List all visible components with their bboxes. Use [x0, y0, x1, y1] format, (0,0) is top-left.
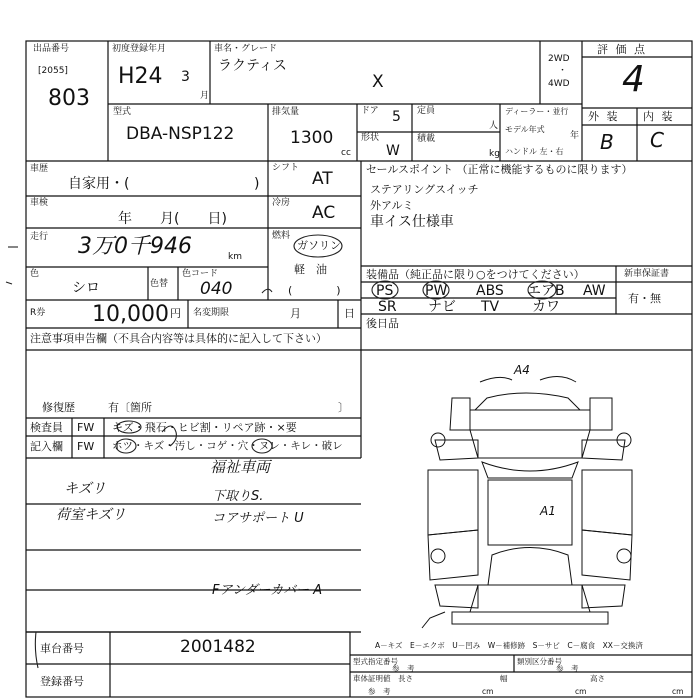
- repair-history-close: 〕: [338, 401, 349, 414]
- mileage-label: 走行: [30, 232, 49, 242]
- month-unit: 月: [200, 91, 210, 101]
- size-ref: 参 考: [368, 687, 391, 696]
- size-label: 車体証明値: [353, 674, 391, 683]
- score-label: 評 価 点: [597, 43, 647, 56]
- car-name-label: 車名・グレード: [214, 44, 278, 54]
- fw-label-1: FW: [77, 421, 95, 434]
- name-change-day: 日: [344, 307, 355, 320]
- handwritten-note-6: Fアンダーカバー A: [212, 583, 323, 598]
- dealer-label: ディーラー・並行: [505, 107, 569, 116]
- entry-label: 記入欄: [30, 440, 63, 453]
- equip-aw: AW: [583, 283, 606, 299]
- mileage-unit: km: [228, 252, 242, 262]
- drive-separator: ・: [558, 66, 568, 76]
- fuel-gasoline: ガソリン: [297, 239, 341, 252]
- sales-points-title: セールスポイント （正常に機能するものに限ります）: [366, 163, 633, 176]
- shift-value: AT: [312, 169, 333, 189]
- equip-airbag: エアB: [527, 283, 565, 299]
- equip-abs: ABS: [476, 283, 504, 299]
- car-damage-diagram: [422, 376, 632, 628]
- plate-label: 登録番号: [40, 675, 84, 688]
- fw-label-2: FW: [77, 440, 95, 453]
- name-change-label: 名変期限: [193, 308, 230, 318]
- registration-year: H24: [118, 64, 163, 89]
- size-height: 高さ: [590, 674, 605, 683]
- shift-label: シフト: [272, 163, 300, 173]
- model-year-label: モデル年式: [505, 125, 545, 134]
- handwritten-note-1: キズリ: [64, 481, 106, 497]
- car-grade: X: [372, 72, 384, 92]
- displacement-unit: cc: [341, 148, 351, 158]
- shaken-label: 車検: [30, 198, 49, 208]
- first-registration-label: 初度登録年月: [112, 44, 167, 54]
- usage-history-value: 自家用・(: [68, 176, 130, 192]
- capacity-unit: 人: [489, 121, 499, 131]
- size-length-unit: cm: [482, 687, 494, 696]
- capacity-label: 定員: [417, 106, 436, 116]
- name-change-month: 月: [290, 307, 301, 320]
- drive-4wd: 4WD: [548, 79, 570, 89]
- fuel-label: 燃料: [272, 231, 291, 241]
- handwritten-note-3: 福祉車両: [210, 458, 271, 476]
- model-cert-label: 型式指定番号: [353, 657, 398, 666]
- repair-history-value: 有〔箇所: [108, 401, 152, 414]
- model-year-unit: 年: [570, 131, 580, 141]
- usage-history-close: ): [254, 176, 260, 192]
- drive-2wd: 2WD: [548, 54, 570, 64]
- size-length: 長さ: [398, 674, 413, 683]
- doors-label: ドア: [361, 106, 379, 116]
- interior-label: 内 装: [643, 110, 675, 123]
- fuel-diesel: 軽 油: [294, 263, 327, 276]
- recycle-label: R券: [30, 308, 46, 318]
- handwritten-note-4: 下取りS.: [212, 489, 264, 504]
- lot-number: 803: [48, 86, 90, 111]
- equip-navi: ナビ: [428, 299, 456, 315]
- color-value: シロ: [72, 280, 100, 296]
- lot-sub-number: [2055]: [38, 66, 68, 76]
- category-label: 類別区分番号: [517, 657, 562, 666]
- handwritten-note-2: 荷室キズリ: [56, 507, 126, 523]
- overall-score: 4: [622, 59, 645, 100]
- check-items-1: キズ・飛石・ヒビ割・リペア跡・×要: [112, 421, 297, 434]
- warranty-label: 新車保証書: [624, 269, 670, 279]
- handle-label: ハンドル 左・右: [505, 147, 564, 156]
- sales-point-2: 外アルミ: [370, 199, 414, 212]
- size-width: 幅: [500, 674, 508, 683]
- load-label: 積載: [417, 134, 436, 144]
- recycle-unit: 円: [170, 307, 181, 320]
- car-name: ラクティス: [218, 58, 287, 74]
- size-width-unit: cm: [575, 687, 587, 696]
- exterior-grade: B: [600, 130, 614, 154]
- equip-ps: PS: [376, 283, 394, 299]
- ac-label: 冷房: [272, 198, 291, 208]
- displacement-label: 排気量: [272, 107, 300, 117]
- registration-month: 3: [181, 69, 190, 85]
- recycle-fee: 10,000: [92, 302, 169, 327]
- category-ref: 参 考: [556, 664, 579, 673]
- diagram-mark-a1: A1: [540, 504, 556, 518]
- sales-point-1: ステアリングスイッチ: [370, 183, 479, 196]
- model-label: 型式: [113, 107, 132, 117]
- equip-pw: PW: [425, 283, 448, 299]
- displacement-value: 1300: [290, 128, 334, 148]
- rear-items-label: 後日品: [366, 317, 399, 330]
- equip-leather: カワ: [532, 299, 560, 315]
- doors-value: 5: [392, 109, 401, 125]
- load-unit: kg: [489, 149, 500, 159]
- color-code-value: 040: [200, 279, 233, 299]
- equip-tv: TV: [481, 299, 500, 315]
- repair-history-label: 修復歴: [42, 401, 75, 414]
- recolor-label: 色替: [150, 279, 169, 289]
- chassis-number: 2001482: [180, 637, 256, 657]
- equipment-title: 装備品（純正品に限り○をつけてください）: [366, 268, 585, 281]
- mileage-value: 3万0千946: [78, 234, 192, 259]
- size-height-unit: cm: [672, 687, 684, 696]
- caution-label: 注意事項申告欄（不具合内容等は具体的に記入して下さい）: [30, 332, 327, 345]
- warranty-value: 有・無: [628, 292, 661, 305]
- color-label: 色: [30, 269, 40, 279]
- ac-value: AC: [312, 203, 336, 223]
- body-shape-value: W: [386, 143, 400, 159]
- check-items-2: ホツ・キズ・汚し・コゲ・穴・ヌレ・キレ・破レ: [112, 440, 343, 452]
- handwritten-note-5: コアサポート U: [212, 511, 304, 526]
- equip-sr: SR: [378, 299, 397, 315]
- shaken-value: 年 月( 日): [118, 211, 227, 227]
- chassis-label: 車台番号: [40, 642, 84, 655]
- color-code-label: 色コード: [182, 269, 219, 279]
- model-cert-ref: 参 考: [392, 664, 415, 673]
- exterior-label: 外 装: [588, 110, 620, 123]
- inspector-label: 検査員: [30, 421, 63, 434]
- damage-legend: A－キズ E－エクボ U－凹み W－補修跡 S－サビ C－腐食 XX－交換済: [375, 641, 643, 650]
- usage-history-label: 車歴: [30, 164, 49, 174]
- interior-grade: C: [650, 128, 664, 152]
- fuel-other: ( ): [288, 284, 341, 297]
- sales-point-3: 車イス仕様車: [370, 214, 454, 230]
- body-shape-label: 形状: [361, 133, 380, 143]
- diagram-mark-a4: A4: [514, 363, 530, 377]
- lot-number-label: 出品番号: [33, 44, 70, 54]
- model-code: DBA-NSP122: [126, 124, 235, 144]
